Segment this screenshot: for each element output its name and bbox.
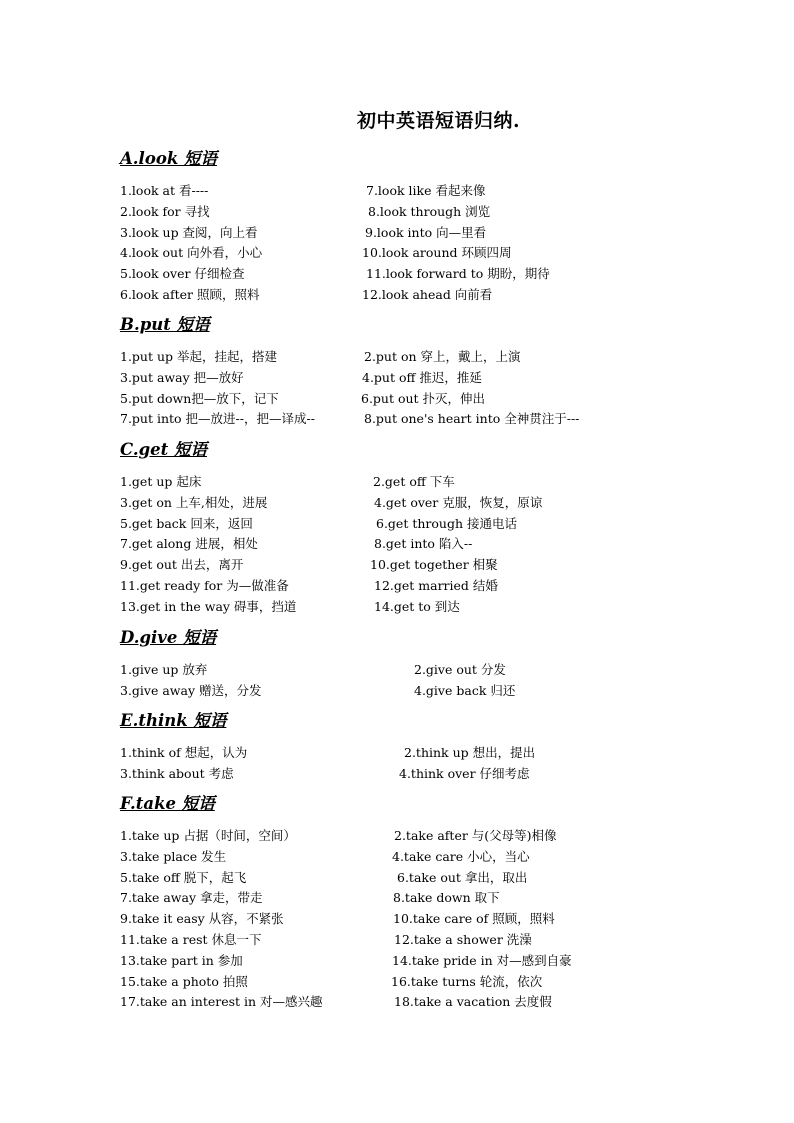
phrase-row: [120, 472, 680, 493]
phrase-left: 1.think of 想起，认为: [120, 745, 248, 760]
phrase-row: [120, 868, 680, 889]
phrase-left: 2.look for 寻找: [120, 203, 210, 219]
phrase-row: [120, 555, 680, 576]
phrase-right: 14.get to 到达: [374, 598, 460, 614]
phrase-row: [120, 368, 680, 389]
phrase-row: [120, 909, 680, 930]
page-title: 初中英语短语归纳.: [357, 110, 521, 132]
section-look: [120, 147, 680, 306]
phrase-left: 3.get on 上车,相处，进展: [120, 494, 268, 510]
phrase-row: [120, 514, 680, 535]
phrase-right: 11.look forward to 期盼，期待: [366, 266, 550, 282]
section-put: [120, 313, 680, 430]
phrase-left: 9.take it easy 从容，不紧张: [120, 911, 284, 927]
phrase-row: [120, 992, 680, 1013]
phrase-left: 3.give away 赠送，分发: [120, 682, 262, 698]
phrase-row: [120, 409, 680, 430]
phrase-right: 8.get into 陷入--: [374, 536, 473, 552]
phrase-left: 11.take a rest 休息一下: [120, 931, 262, 947]
phrase-right: 10.look around 环顾四周: [362, 245, 512, 261]
section-heading-put: B.put 短语: [120, 315, 210, 334]
phrase-left: 5.get back 回来，返回: [120, 515, 253, 531]
phrase-row: [120, 847, 680, 868]
phrase-right: 2.think up 想出，提出: [404, 745, 536, 760]
phrase-row: [120, 888, 680, 909]
section-get: [120, 438, 680, 618]
phrase-right: 2.give out 分发: [414, 662, 506, 677]
phrase-right: 4.get over 克服，恢复，原谅: [374, 494, 543, 510]
phrase-right: 6.put out 扑灭，伸出: [361, 390, 486, 406]
section-give: [120, 626, 680, 702]
phrase-right: 8.look through 浏览: [368, 203, 491, 219]
phrase-row: [120, 930, 680, 951]
phrase-row: [120, 660, 680, 681]
phrase-left: 5.look over 仔细检查: [120, 266, 245, 282]
phrase-row: [120, 347, 680, 368]
phrase-left: 13.take part in 参加: [120, 952, 243, 968]
phrase-row: [120, 743, 680, 764]
phrase-right: 8.take down 取下: [393, 890, 500, 906]
phrase-right: 12.take a shower 洗澡: [394, 931, 532, 947]
phrase-right: 10.take care of 照顾，照料: [393, 911, 555, 927]
phrase-row: [120, 951, 680, 972]
section-heading-think: E.think 短语: [120, 711, 227, 730]
section-heading-look: A.look 短语: [120, 149, 218, 168]
phrase-row: [120, 576, 680, 597]
phrase-right: 6.take out 拿出，取出: [397, 869, 528, 885]
phrase-left: 5.put down把—放下，记下: [120, 390, 279, 406]
phrase-left: 3.think about 考虑: [120, 765, 234, 781]
phrase-left: 13.get in the way 碍事，挡道: [120, 598, 297, 614]
phrase-right: 2.take after 与(父母等)相像: [394, 828, 557, 843]
phrase-right: 14.take pride in 对—感到自豪: [392, 952, 572, 968]
phrase-row: [120, 285, 680, 306]
phrase-right: 4.give back 归还: [414, 682, 516, 698]
phrase-left: 5.take off 脱下，起飞: [120, 869, 247, 885]
section-heading-take: F.take 短语: [120, 794, 215, 813]
phrase-row: [120, 534, 680, 555]
phrase-row: [120, 681, 680, 702]
section-think: [120, 709, 680, 785]
phrase-row: [120, 972, 680, 993]
phrase-row: [120, 264, 680, 285]
phrase-left: 3.take place 发生: [120, 848, 227, 864]
phrase-row: [120, 202, 680, 223]
section-heading-give: D.give 短语: [120, 628, 217, 647]
phrase-row: [120, 826, 680, 847]
phrase-right: 2.put on 穿上，戴上，上演: [364, 349, 521, 364]
phrase-left: 1.give up 放弃: [120, 662, 208, 677]
phrase-left: 17.take an interest in 对—感兴趣: [120, 994, 323, 1010]
phrase-left: 1.look at 看----: [120, 183, 209, 198]
phrase-right: 2.get off 下车: [373, 474, 455, 489]
phrase-right: 18.take a vacation 去度假: [394, 994, 552, 1010]
phrase-left: 1.get up 起床: [120, 474, 202, 489]
phrase-right: 9.look into 向—里看: [365, 224, 487, 240]
phrase-right: 10.get together 相聚: [370, 557, 498, 573]
phrase-row: [120, 389, 680, 410]
phrase-row: [120, 597, 680, 618]
phrase-left: 1.take up 占据（时间，空间）: [120, 828, 296, 843]
section-heading-get: C.get 短语: [120, 440, 207, 459]
phrase-left: 11.get ready for 为—做准备: [120, 577, 289, 593]
phrase-left: 9.get out 出去，离开: [120, 557, 244, 573]
phrase-left: 3.put away 把—放好: [120, 369, 244, 385]
phrase-right: 16.take turns 轮流，依次: [391, 973, 543, 989]
phrase-row: [120, 223, 680, 244]
phrase-right: 12.get married 结婚: [374, 577, 498, 593]
phrase-right: 4.take care 小心，当心: [392, 848, 530, 864]
phrase-right: 4.put off 推迟，推延: [362, 369, 482, 385]
phrase-row: [120, 181, 680, 202]
phrase-right: 4.think over 仔细考虑: [399, 765, 530, 781]
phrase-left: 15.take a photo 拍照: [120, 973, 248, 989]
phrase-left: 7.get along 进展，相处: [120, 536, 258, 552]
phrase-left: 1.put up 举起，挂起，搭建: [120, 349, 278, 364]
phrase-left: 7.put into 把—放进--，把—译成--: [120, 411, 315, 427]
phrase-left: 6.look after 照顾，照料: [120, 286, 260, 302]
section-take: [120, 792, 680, 1013]
phrase-right: 8.put one's heart into 全神贯注于---: [364, 411, 580, 427]
phrase-right: 12.look ahead 向前看: [362, 286, 493, 302]
phrase-row: [120, 764, 680, 785]
phrase-row: [120, 493, 680, 514]
phrase-row: [120, 243, 680, 264]
phrase-right: 7.look like 看起来像: [366, 183, 486, 198]
phrase-right: 6.get through 接通电话: [376, 515, 517, 531]
phrase-left: 3.look up 查阅，向上看: [120, 224, 258, 240]
phrase-left: 4.look out 向外看，小心: [120, 245, 263, 261]
phrase-left: 7.take away 拿走，带走: [120, 890, 263, 906]
